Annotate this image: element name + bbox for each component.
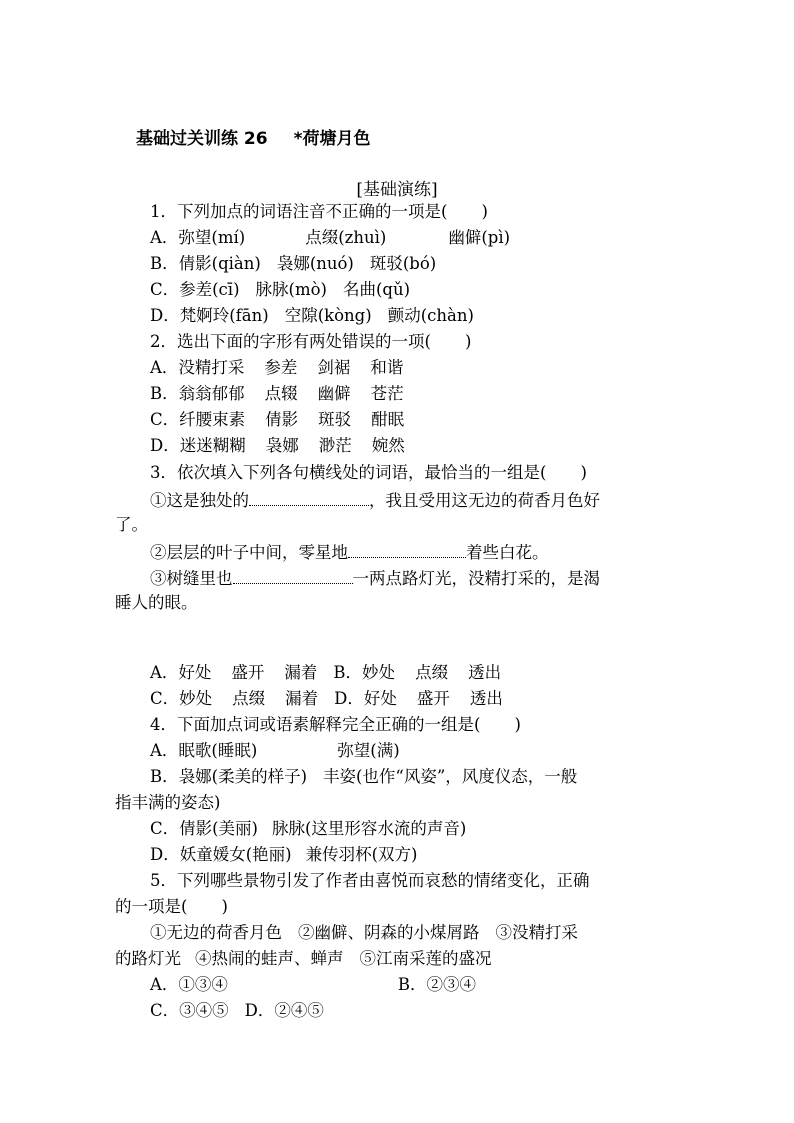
page-title (136, 124, 370, 149)
q3-sentence-2: ②层层的叶子中间，零星地 着些白花。 (150, 543, 549, 562)
q3-options-ab: A．好处 盛开 漏着 B．妙处 点缀 透出 (150, 663, 502, 682)
q5-stem: 5．下列哪些景物引发了作者由喜悦而哀愁的情绪变化，正确 (150, 871, 590, 890)
section-heading: [基础演练] (356, 180, 438, 200)
q1-option-d: D．梵婀玲(fān) 空隙(kòng) 颤动(chàn) (150, 306, 474, 325)
q1-option-a: A．弥望(mí) 点缀(zhuì) 幽僻(pì) (150, 228, 511, 247)
q3-sentence-1-cont: 了。 (115, 515, 148, 534)
title-main: 基础过关训练 26 (136, 129, 268, 149)
fill-blank-3[interactable] (233, 567, 353, 584)
q2-option-a: A．没精打采 参差 剑裾 和谐 (150, 358, 404, 377)
q1-option-b: B．倩影(qiàn) 袅娜(nuó) 斑驳(bó) (150, 254, 437, 273)
q3-sentence-3-cont: 睡人的眼。 (115, 593, 198, 612)
q4-option-c: C．倩影(美丽) 脉脉(这里形容水流的声音) (150, 819, 467, 838)
title-sub: *荷塘月色 (293, 129, 371, 149)
q1-option-c: C．参差(cī) 脉脉(mò) 名曲(qǔ) (150, 280, 411, 299)
q2-option-b: B．翁翁郁郁 点辍 幽僻 苍茫 (150, 384, 404, 403)
q4-option-a: A．眠歌(睡眠) 弥望(满) (150, 741, 400, 760)
q5-items-1: ①无边的荷香月色 ②幽僻、阴森的小煤屑路 ③没精打采 (150, 923, 578, 942)
q3-sentence-3: ③树缝里也 一两点路灯光，没精打采的，是渴 (150, 569, 600, 588)
q4-option-b: B．袅娜(柔美的样子) 丰姿(也作“风姿”，风度仪态，一般 (150, 767, 578, 786)
q3-sentence-1: ①这是独处的 ，我且受用这无边的荷香月色好 (150, 491, 600, 510)
q1-stem: 1．下列加点的词语注音不正确的一项是( ) (150, 202, 488, 221)
q2-option-c: C．纤腰束素 倩影 斑驳 酣眠 (150, 410, 405, 429)
q4-stem: 4．下面加点词或语素解释完全正确的一组是( ) (150, 715, 521, 734)
q3-stem: 3．依次填入下列各句横线处的词语，最恰当的一组是( ) (150, 463, 587, 482)
q2-stem: 2．选出下面的字形有两处错误的一项( ) (150, 332, 472, 351)
fill-blank-2[interactable] (348, 541, 466, 558)
q5-options-cd: C．③④⑤ D．②④⑤ (150, 1001, 324, 1020)
q5-options-ab: A．①③④ B．②③④ (150, 975, 477, 994)
q5-items-2: 的路灯光 ④热闹的蛙声、蝉声 ⑤江南采莲的盛况 (115, 949, 492, 968)
fill-blank-1[interactable] (249, 489, 369, 506)
q4-option-d: D．妖童媛女(艳丽) 兼传羽杯(双方) (150, 845, 418, 864)
q4-option-b-cont: 指丰满的姿态) (115, 793, 221, 812)
q2-option-d: D．迷迷糊糊 袅娜 渺茫 婉然 (150, 436, 405, 455)
q3-options-cd: C．妙处 点缀 漏着 D．好处 盛开 透出 (150, 689, 503, 708)
q5-stem-cont: 的一项是( ) (115, 897, 228, 916)
